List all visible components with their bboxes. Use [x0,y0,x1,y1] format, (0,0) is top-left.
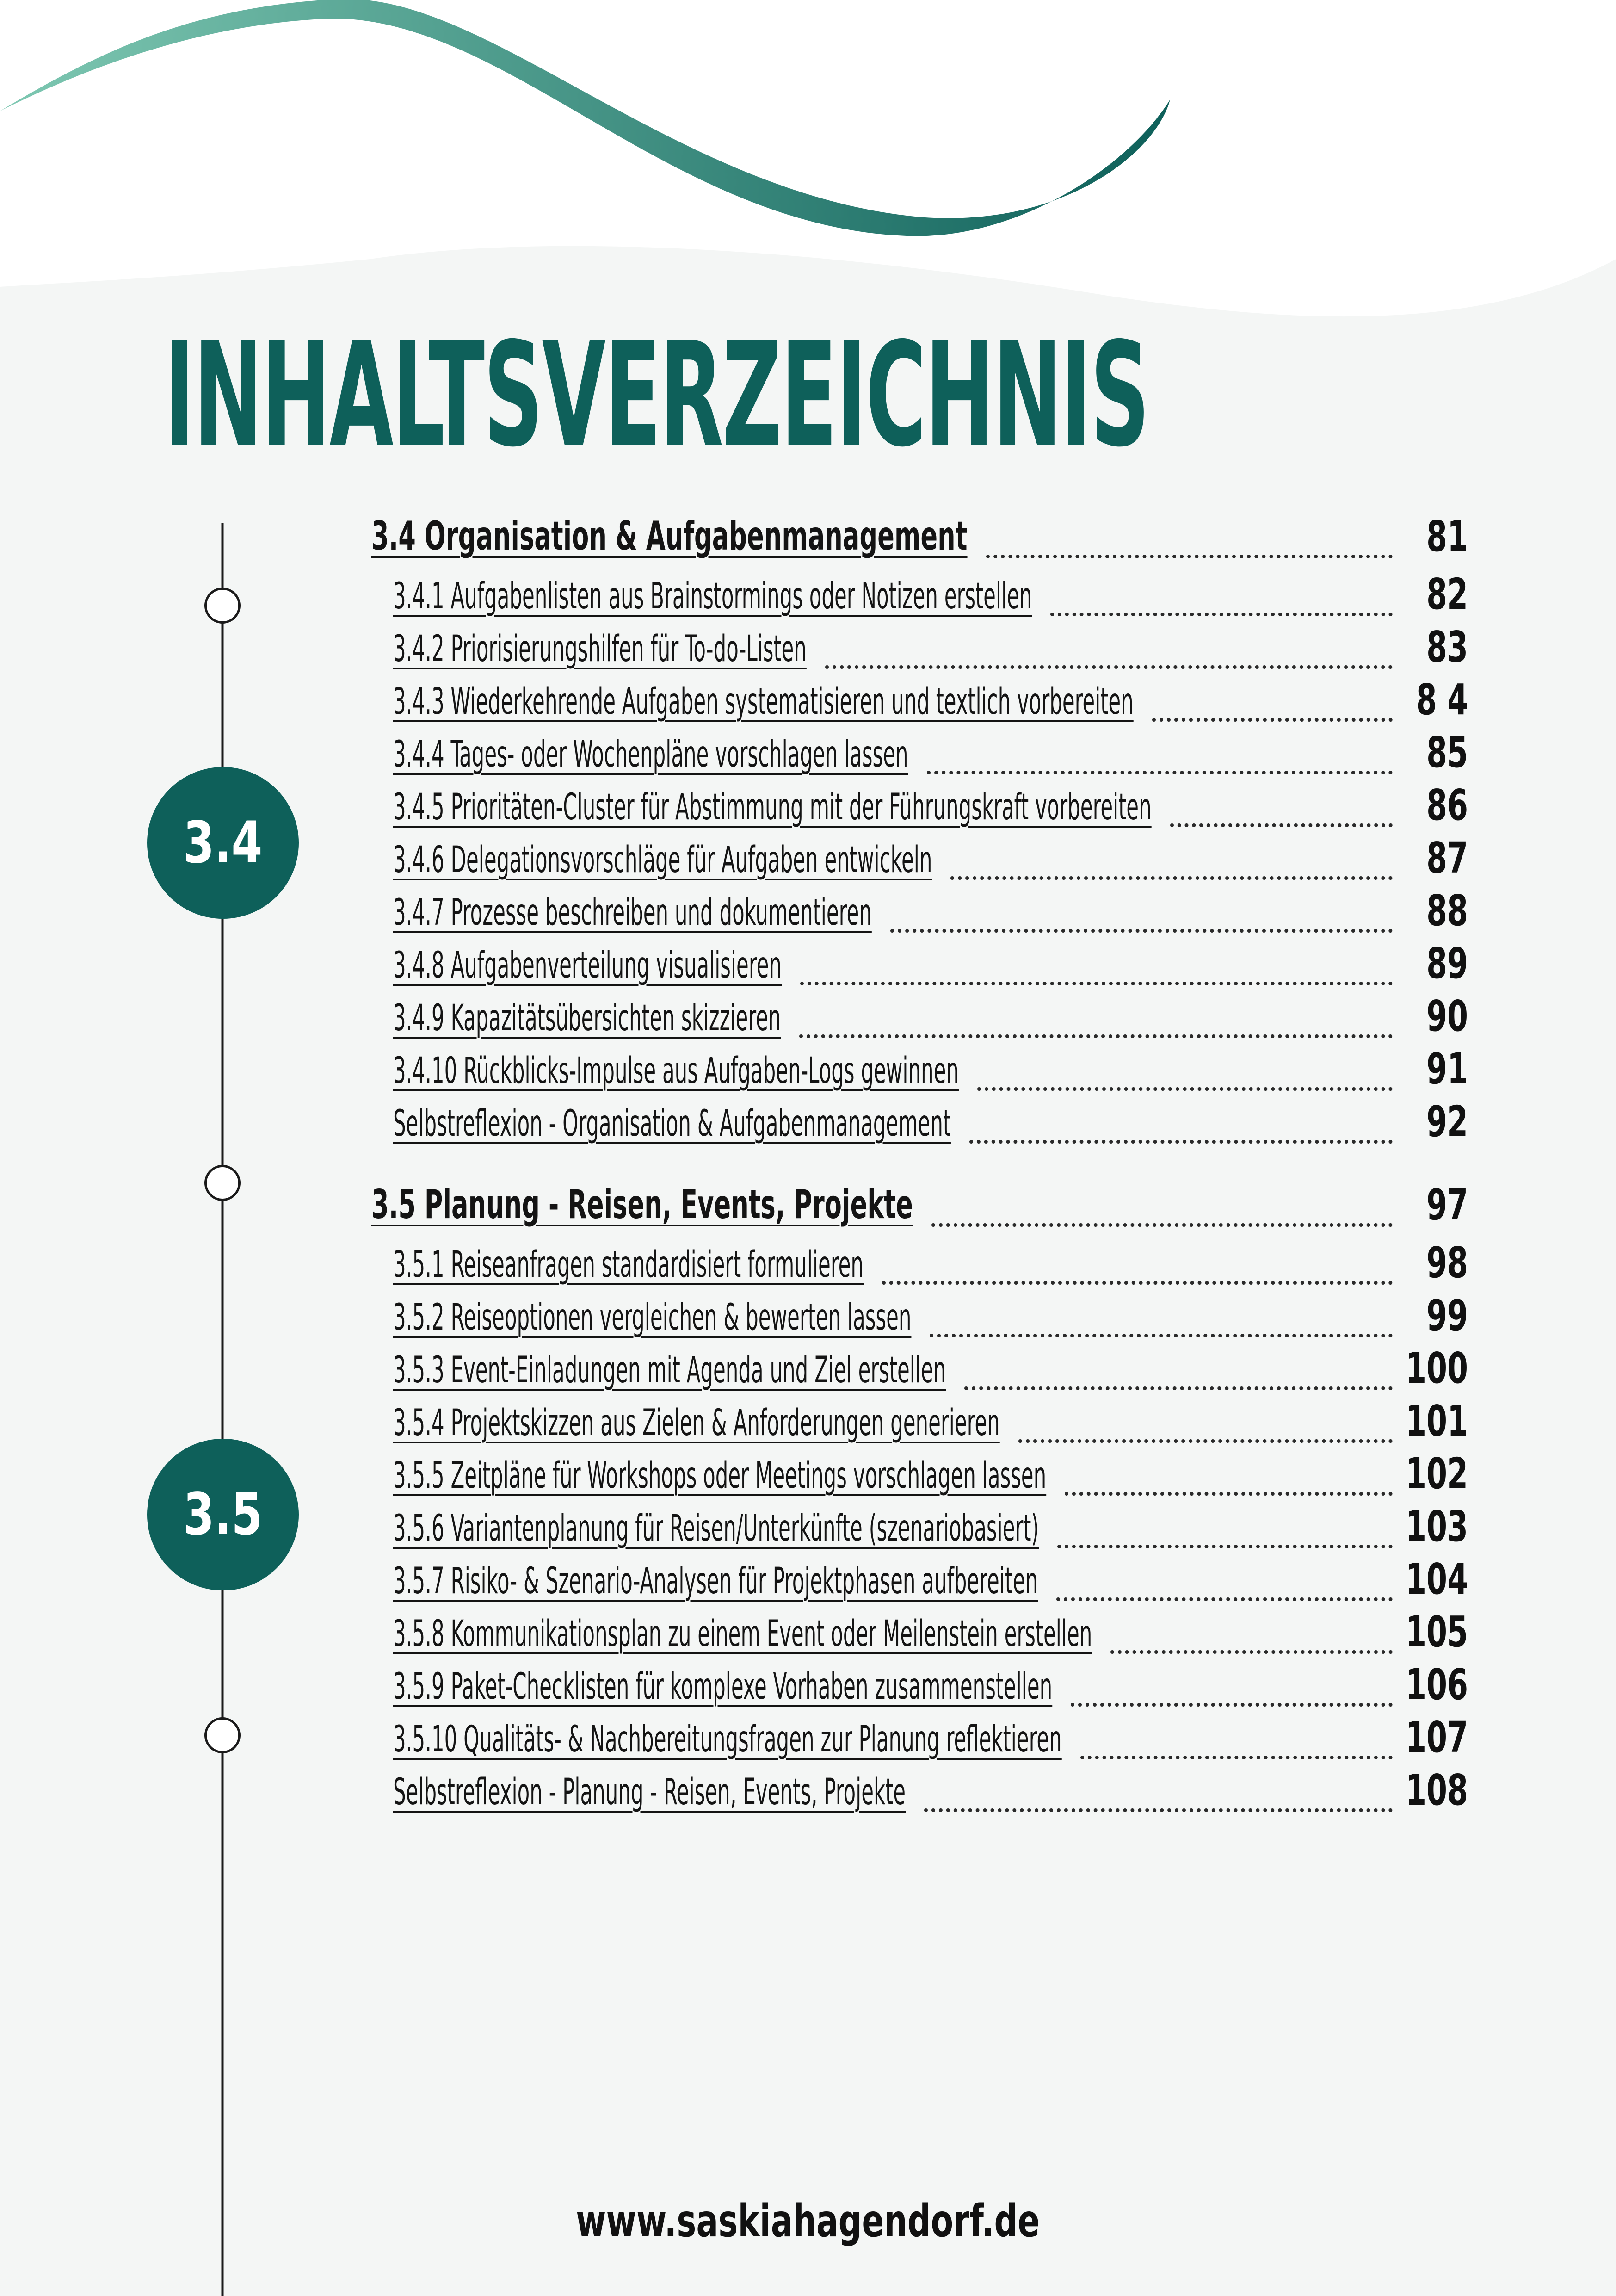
dot-leader [799,1034,1393,1038]
dot-leader [1050,613,1393,616]
toc-entry[interactable] [0,833,1616,888]
toc-entry[interactable] [0,1396,1616,1451]
toc-page-number: 99 [1426,1291,1468,1340]
footer-url-text: www.saskiahagendorf.de [576,2195,1040,2247]
toc-entry[interactable] [0,569,1616,625]
toc-entry[interactable] [0,1343,1616,1399]
toc-entry[interactable] [0,622,1616,677]
toc-page-number: 98 [1426,1238,1468,1287]
toc-page-number: 87 [1426,833,1468,883]
toc-page-number: 91 [1426,1044,1468,1094]
toc-entry[interactable] [0,939,1616,994]
dot-leader [1056,1597,1393,1601]
toc-entry-label[interactable]: 3.4.5 Prioritäten-Cluster für Abstimmung mit der Führungskraft vorbereiten [393,786,1152,828]
toc-entry-label[interactable]: 3.4.7 Prozesse beschreiben und dokumentieren [393,892,872,934]
toc-entry-label[interactable]: Selbstreflexion - Organisation & Aufgabenmanagement [393,1103,951,1145]
toc-entry-label[interactable]: 3.4.10 Rückblicks-Impulse aus Aufgaben-Logs gewinnen [393,1050,959,1092]
toc-entry-label[interactable]: 3.5.2 Reiseoptionen vergleichen & bewerten lassen [393,1297,912,1338]
toc-entry[interactable] [0,1713,1616,1768]
toc-entry-label[interactable]: 3.5.10 Qualitäts- & Nachbereitungsfragen zur Planung reflektieren [393,1719,1062,1760]
footer-url[interactable] [0,2195,1616,2247]
toc-entry[interactable] [0,1291,1616,1346]
toc-entry[interactable] [0,1449,1616,1504]
toc-entry[interactable] [0,886,1616,941]
dot-leader [1152,718,1393,722]
toc-page-number: 89 [1426,939,1468,988]
toc-section-heading-label[interactable]: 3.4 Organisation & Aufgabenmanagement [371,513,968,559]
toc-page-number: 86 [1426,780,1468,830]
dot-leader [927,771,1393,774]
toc-entry[interactable] [0,1044,1616,1099]
dot-leader [931,1223,1393,1227]
toc-entry-label[interactable]: 3.4.1 Aufgabenlisten aus Brainstormings oder Notizen erstellen [393,576,1032,617]
toc-page-number: 82 [1426,569,1468,619]
toc-entry[interactable] [0,1502,1616,1557]
dot-leader [977,1087,1393,1091]
toc-page-number: 104 [1406,1554,1468,1604]
toc-entry-label[interactable]: 3.5.6 Variantenplanung für Reisen/Unterkünfte (szenariobasiert) [393,1508,1039,1549]
dot-leader [1071,1703,1393,1707]
toc-section-heading[interactable] [0,1180,1616,1235]
dot-leader [950,876,1393,880]
dot-leader [890,929,1393,933]
page-title: INHALTSVERZEICHNIS [164,312,1149,479]
toc-entry[interactable] [0,1765,1616,1820]
top-white-band [0,0,1616,316]
toc-entry[interactable] [0,991,1616,1046]
toc-entry-label[interactable]: 3.5.7 Risiko- & Szenario-Analysen für Projektphasen aufbereiten [393,1560,1038,1602]
toc-entry[interactable] [0,1554,1616,1609]
toc-entry-label[interactable]: 3.5.3 Event-Einladungen mit Agenda und Ziel erstellen [393,1349,946,1391]
toc-page-number: 8 4 [1416,675,1468,724]
toc-page-number: 101 [1406,1396,1468,1446]
toc-entry-label[interactable]: 3.4.3 Wiederkehrende Aufgaben systematisieren und textlich vorbereiten [393,681,1134,723]
dot-leader [964,1386,1393,1390]
toc-entry[interactable] [0,1660,1616,1715]
toc-page-number: 92 [1426,1097,1468,1146]
dot-leader [1057,1545,1393,1548]
toc-entry-label[interactable]: Selbstreflexion - Planung - Reisen, Events, Projekte [393,1771,906,1813]
toc-page-number: 85 [1426,728,1468,777]
dot-leader [1170,823,1393,827]
toc-page-number: 102 [1406,1449,1468,1498]
dot-leader [800,982,1393,985]
toc-entry[interactable] [0,1607,1616,1662]
toc-section-heading-label[interactable]: 3.5 Planung - Reisen, Events, Projekte [371,1182,913,1228]
dot-leader [930,1334,1393,1337]
toc-entry[interactable] [0,1238,1616,1293]
dot-leader [825,665,1393,669]
toc-entry[interactable] [0,780,1616,835]
section-badge-label: 3.5 [183,1481,263,1548]
toc-page-number: 107 [1406,1713,1468,1762]
toc-entry[interactable] [0,1097,1616,1152]
toc-entry[interactable] [0,675,1616,730]
dot-leader [1110,1650,1393,1654]
dot-leader [1080,1756,1393,1759]
toc-page-number: 100 [1406,1343,1468,1393]
toc-page-number: 90 [1426,991,1468,1041]
toc-page-number: 108 [1406,1765,1468,1815]
dot-leader [924,1808,1393,1812]
toc-page-number: 97 [1426,1180,1468,1230]
dot-leader [969,1140,1393,1144]
toc-page-number: 103 [1406,1502,1468,1551]
toc-entry-label[interactable]: 3.5.9 Paket-Checklisten für komplexe Vorhaben zusammenstellen [393,1666,1053,1708]
toc-entry-label[interactable]: 3.4.6 Delegationsvorschläge für Aufgaben entwickeln [393,839,932,881]
toc-page-number: 88 [1426,886,1468,935]
dot-leader [1018,1439,1393,1443]
toc-section-heading[interactable] [0,512,1616,567]
toc-entry-label[interactable]: 3.4.8 Aufgabenverteilung visualisieren [393,945,782,986]
toc-entry-label[interactable]: 3.5.4 Projektskizzen aus Zielen & Anforderungen generieren [393,1402,1000,1444]
toc-page-number: 83 [1426,622,1468,672]
dot-leader [986,555,1393,558]
toc-entry[interactable] [0,728,1616,783]
toc-page-number: 105 [1406,1607,1468,1657]
toc-page-number: 81 [1426,512,1468,561]
dot-leader [1065,1492,1393,1496]
toc-page-number: 106 [1406,1660,1468,1709]
toc-entry-label[interactable]: 3.5.8 Kommunikationsplan zu einem Event oder Meilenstein erstellen [393,1613,1092,1655]
toc-entry-label[interactable]: 3.4.2 Priorisierungshilfen für To-do-Listen [393,628,807,670]
toc-entry-label[interactable]: 3.5.5 Zeitpläne für Workshops oder Meetings vorschlagen lassen [393,1455,1047,1497]
toc-entry-label[interactable]: 3.5.1 Reiseanfragen standardisiert formulieren [393,1244,864,1286]
dot-leader [882,1281,1393,1285]
section-badge-label: 3.4 [183,810,263,876]
toc-entry-label[interactable]: 3.4.9 Kapazitätsübersichten skizzieren [393,997,781,1039]
toc-entry-label[interactable]: 3.4.4 Tages- oder Wochenpläne vorschlagen lassen [393,734,908,775]
